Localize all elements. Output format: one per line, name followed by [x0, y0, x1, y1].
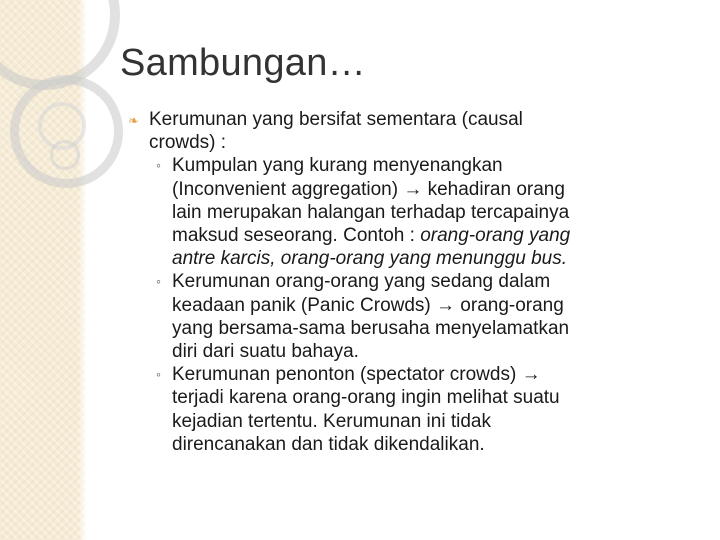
- sub-bullet-list: [128, 154, 688, 456]
- sub-bullet-line: Kerumunan orang-orang yang sedang dalam: [172, 271, 551, 293]
- sub-bullet-item: [128, 363, 688, 456]
- decorative-ring: [50, 140, 80, 170]
- fancy-arrow-bullet-icon: ❧: [128, 113, 139, 128]
- main-bullet-line: crowds) :: [149, 132, 227, 154]
- sub-bullet-line: Kerumunan penonton (spectator crowds) →: [172, 364, 541, 386]
- sub-bullet-circle-icon: ◦: [156, 273, 161, 290]
- sub-bullet-circle-icon: ◦: [156, 157, 161, 174]
- sub-bullet-line: terjadi karena orang-orang ingin melihat suatu: [172, 387, 560, 409]
- sub-bullet-line: direncanakan dan tidak dikendalikan.: [172, 433, 485, 455]
- main-bullet-line: Kerumunan yang bersifat sementara (causal: [149, 109, 523, 130]
- sub-bullet-line: yang bersama-sama berusaha menyelamatkan: [172, 317, 570, 339]
- sub-bullet-item: [128, 270, 688, 363]
- sub-bullet-circle-icon: ◦: [156, 366, 161, 383]
- sub-bullet-item: [128, 154, 688, 270]
- sub-bullet-line: Kumpulan yang kurang menyenangkan: [172, 155, 503, 177]
- example-italic-text: orang-orang yang: [420, 225, 571, 247]
- sub-bullet-line: (Inconvenient aggregation) → kehadiran orang: [172, 178, 565, 200]
- sub-bullet-line: kejadian tertentu. Kerumunan ini tidak: [172, 410, 491, 432]
- main-bullet-continuation: [128, 131, 688, 154]
- main-bullet-item: [128, 108, 688, 131]
- sub-bullet-line: lain merupakan halangan terhadap tercapainya: [172, 201, 570, 223]
- slide-title: Sambungan…: [120, 42, 366, 84]
- sub-bullet-line: [172, 224, 688, 247]
- sub-bullet-line: keadaan panik (Panic Crowds) → orang-orang: [172, 294, 564, 316]
- example-lead-text: maksud seseorang. Contoh :: [172, 225, 421, 247]
- sub-bullet-line: diri dari suatu bahaya.: [172, 341, 359, 363]
- example-italic-text: antre karcis, orang-orang yang menunggu bus.: [172, 248, 568, 270]
- sub-bullet-line: [172, 247, 688, 270]
- slide-body: [128, 108, 688, 456]
